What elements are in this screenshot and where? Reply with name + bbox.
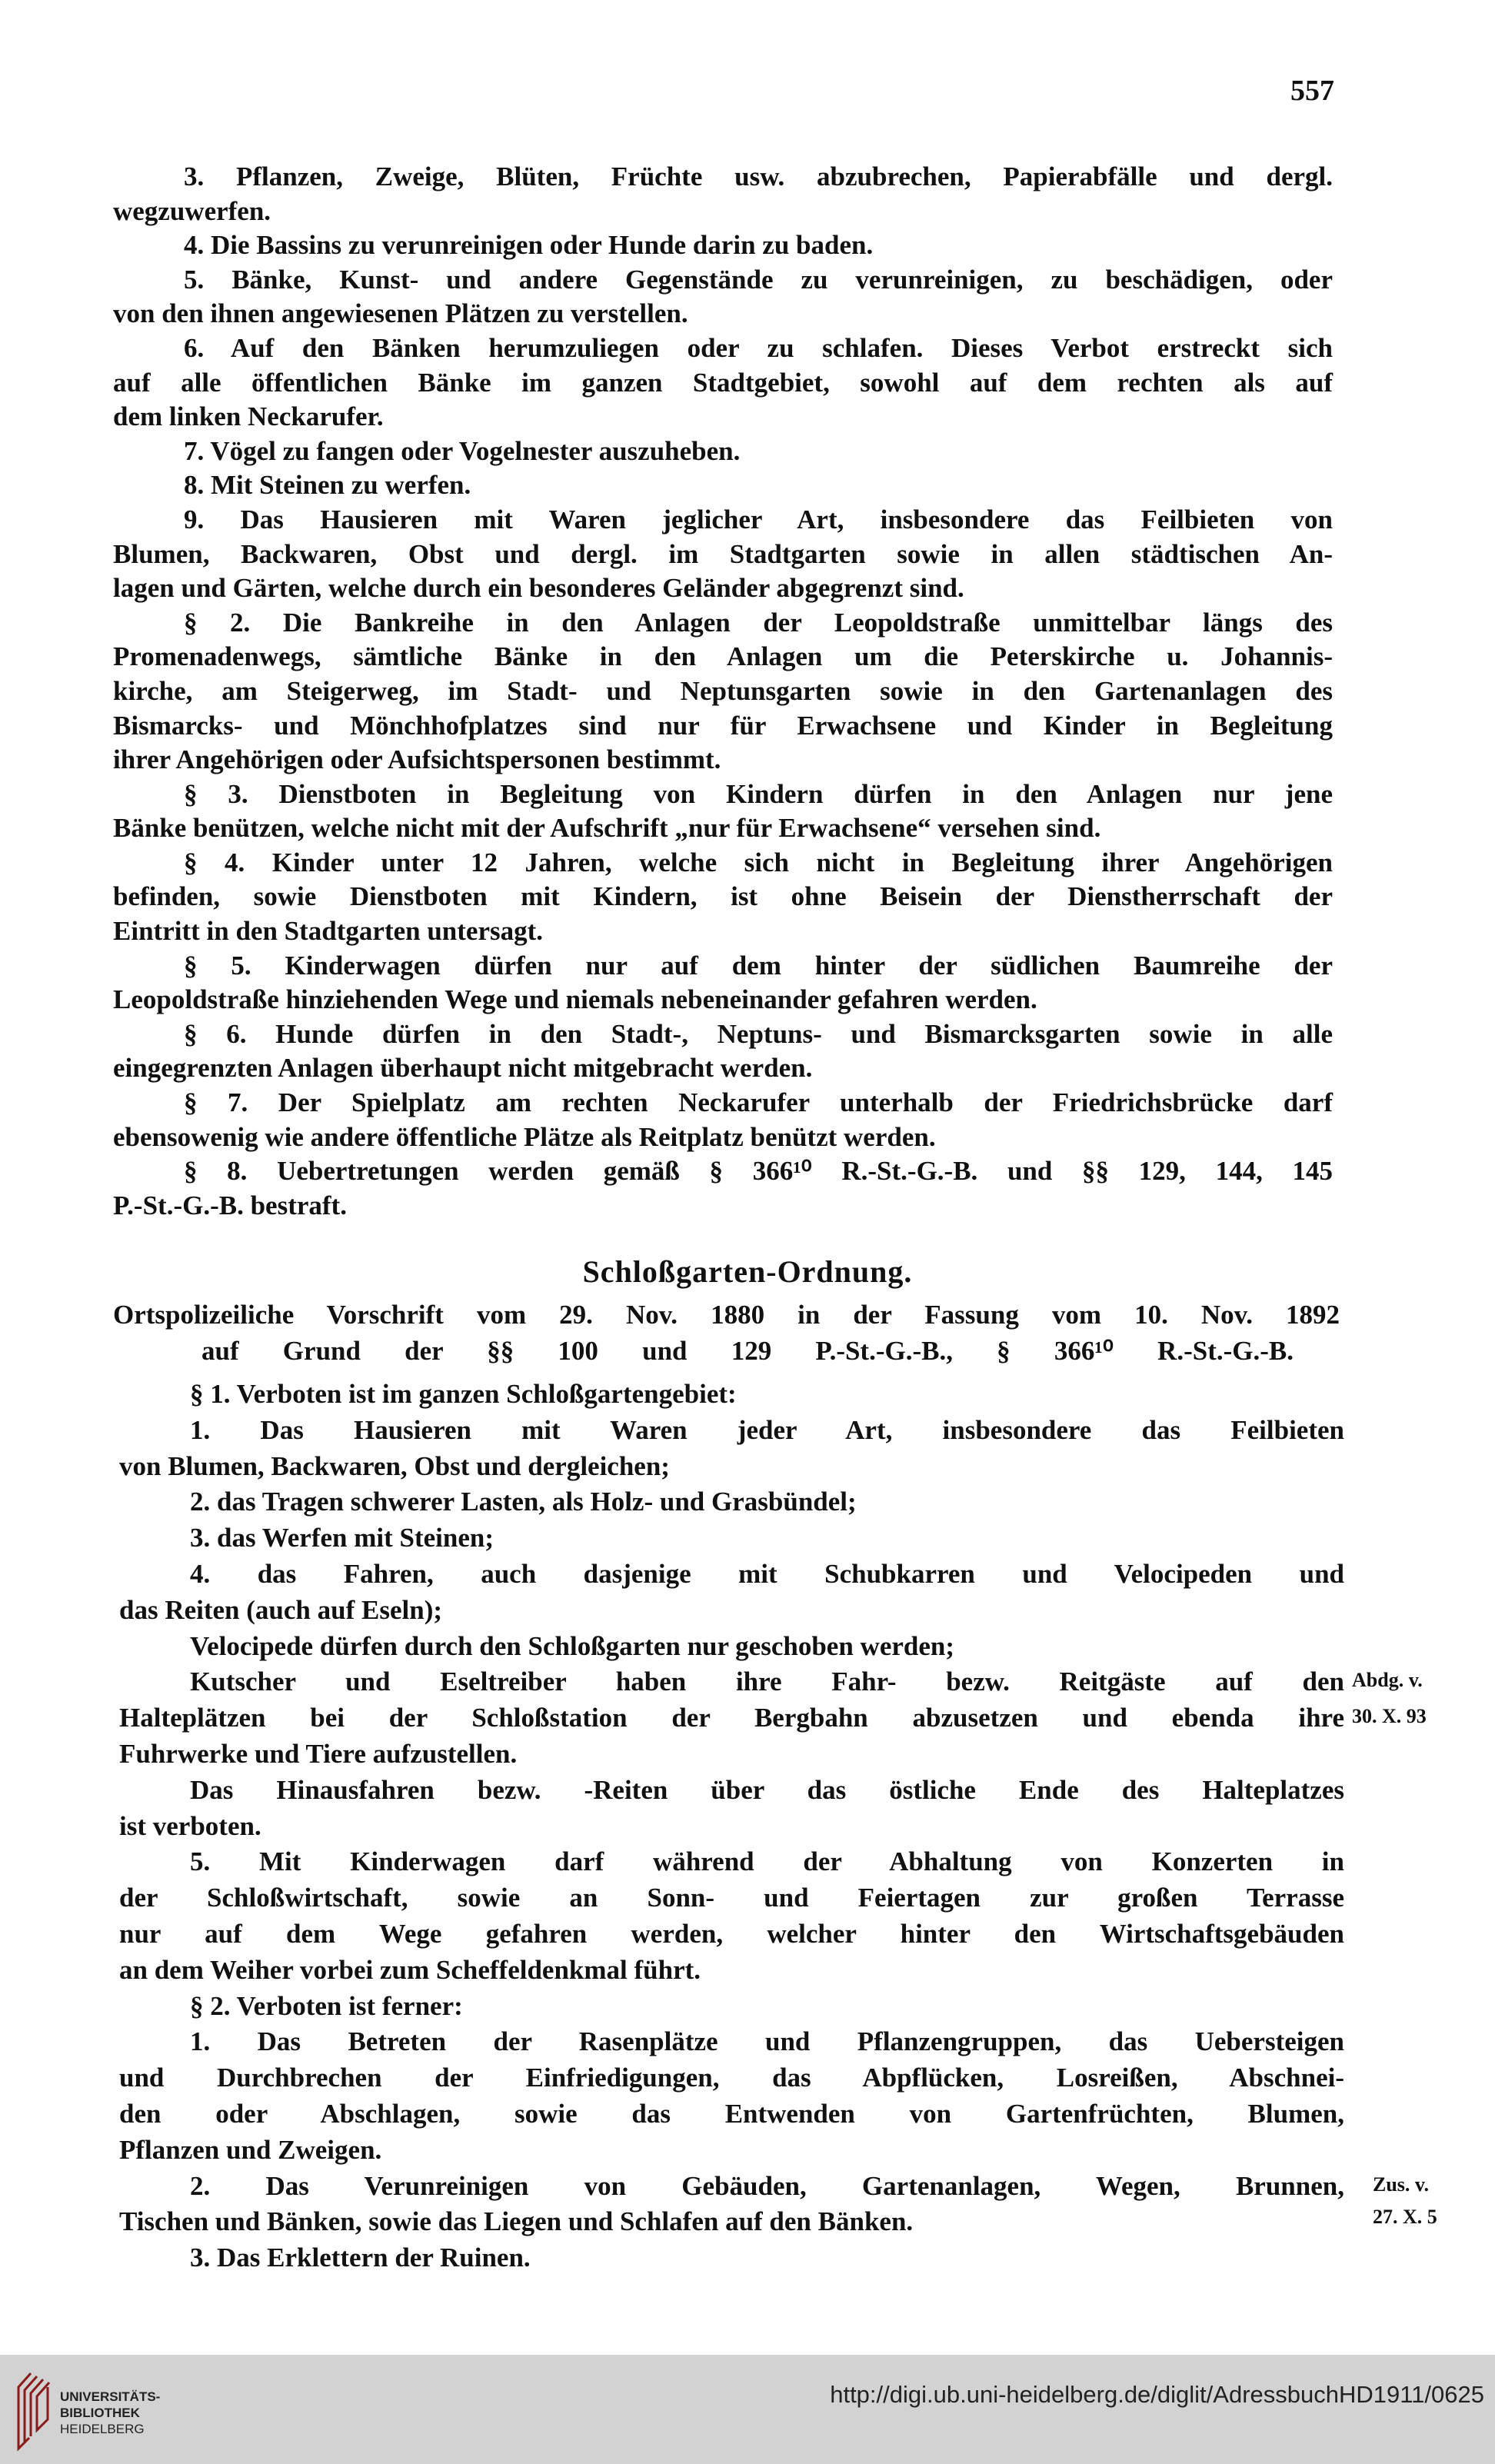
margin-note: Abdg. v. xyxy=(1352,1669,1423,1691)
schlossgarten-regulations-section xyxy=(119,1377,1344,2276)
text-line: und Durchbrechen der Einfriedigungen, das Abpflücken, Losreißen, Abschnei- xyxy=(119,2063,1344,2093)
text-line: Pflanzen und Zweigen. xyxy=(119,2134,382,2165)
text-line: 2. Das Verunreinigen von Gebäuden, Gartenanlagen, Wegen, Brunnen, xyxy=(190,2170,1344,2201)
text-line: nur auf dem Wege gefahren werden, welcher hinter den Wirtschaftsgebäuden xyxy=(119,1918,1344,1949)
footer-bar xyxy=(0,2355,1495,2464)
text-line: der Schloßwirtschaft, sowie an Sonn- und Feiertagen zur großen Terrasse xyxy=(119,1883,1344,1913)
text-line: 3. das Werfen mit Steinen; xyxy=(190,1523,494,1553)
text-line: 3. Das Erklettern der Ruinen. xyxy=(190,2243,531,2273)
text-line: Das Hinausfahren bezw. -Reiten über das östliche Ende des Halteplatzes xyxy=(190,1774,1344,1805)
text-line: 4. Die Bassins zu verunreinigen oder Hunde darin zu baden. xyxy=(184,230,874,261)
text-line: Bänke benützen, welche nicht mit der Aufschrift „nur für Erwachsene“ versehen sind. xyxy=(113,813,1101,844)
library-name-line: BIBLIOTHEK xyxy=(60,2406,140,2420)
text-line: Halteplätzen bei der Schloßstation der Bergbahn abzusetzen und ebenda ihre xyxy=(119,1703,1344,1733)
text-line: den oder Abschlagen, sowie das Entwenden von Gartenfrüchten, Blumen, xyxy=(119,2098,1344,2129)
text-line: lagen und Gärten, welche durch ein besonderes Geländer abgegrenzt sind. xyxy=(113,573,964,604)
text-line: 1. Das Hausieren mit Waren jeder Art, insbesondere das Feilbieten xyxy=(190,1414,1344,1445)
library-logo-icon xyxy=(14,2372,57,2456)
margin-note: Zus. v. xyxy=(1373,2173,1429,2196)
text-line: 3. Pflanzen, Zweige, Blüten, Früchte usw. abzubrechen, Papierabfälle und dergl. xyxy=(184,161,1333,191)
text-line: ihrer Angehörigen oder Aufsichtspersonen bestimmt. xyxy=(113,744,721,775)
text-line: Blumen, Backwaren, Obst und dergl. im Stadtgarten sowie in allen städtischen An- xyxy=(113,538,1333,569)
regulation-subtitle-line-1: Ortspolizeiliche Vorschrift vom 29. Nov. 1880 in der Fassung vom 10. Nov. 1892 xyxy=(113,1300,1340,1330)
text-line: wegzuwerfen. xyxy=(113,195,271,226)
text-line: § 5. Kinderwagen dürfen nur auf dem hinter der südlichen Baumreihe der xyxy=(184,950,1333,981)
text-line: § 7. Der Spielplatz am rechten Neckarufer unterhalb der Friedrichsbrücke darf xyxy=(184,1087,1333,1118)
text-line: ebensowenig wie andere öffentliche Plätze als Reitplatz benützt werden. xyxy=(113,1121,936,1152)
text-line: 4. das Fahren, auch dasjenige mit Schubkarren und Velocipeden und xyxy=(190,1558,1344,1589)
text-line: 2. das Tragen schwerer Lasten, als Holz- und Grasbündel; xyxy=(190,1487,857,1517)
text-line: 7. Vögel zu fangen oder Vogelnester auszuheben. xyxy=(184,435,741,466)
text-line: 8. Mit Steinen zu werfen. xyxy=(184,470,471,501)
text-line: kirche, am Steigerweg, im Stadt- und Neptunsgarten sowie in den Gartenanlagen des xyxy=(113,675,1333,706)
text-line: § 3. Dienstboten in Begleitung von Kindern dürfen in den Anlagen nur jene xyxy=(184,778,1333,809)
section-heading: Schloßgarten-Ordnung. xyxy=(582,1254,913,1289)
page-number: 557 xyxy=(1290,75,1334,107)
text-line: § 4. Kinder unter 12 Jahren, welche sich nicht in Begleitung ihrer Angehörigen xyxy=(184,847,1333,877)
library-name-line: HEIDELBERG xyxy=(60,2422,145,2436)
text-line: das Reiten (auch auf Eseln); xyxy=(119,1594,443,1625)
text-line: von den ihnen angewiesenen Plätzen zu verstellen. xyxy=(113,298,688,329)
text-line: auf alle öffentlichen Bänke im ganzen Stadtgebiet, sowohl auf dem rechten als auf xyxy=(113,367,1333,398)
park-regulations-section xyxy=(113,160,1333,1223)
text-line: Kutscher und Eseltreiber haben ihre Fahr- bezw. Reitgäste auf den xyxy=(190,1667,1344,1697)
text-line: von Blumen, Backwaren, Obst und dergleichen; xyxy=(119,1450,670,1481)
text-line: Fuhrwerke und Tiere aufzustellen. xyxy=(119,1738,518,1769)
text-line: § 1. Verboten ist im ganzen Schloßgartengebiet: xyxy=(190,1379,737,1409)
text-line: eingegrenzten Anlagen überhaupt nicht mitgebracht werden. xyxy=(113,1053,813,1084)
text-line: Bismarcks- und Mönchhofplatzes sind nur für Erwachsene und Kinder in Begleitung xyxy=(113,710,1333,741)
text-line: dem linken Neckarufer. xyxy=(113,401,384,432)
text-line: 6. Auf den Bänken herumzuliegen oder zu schlafen. Dieses Verbot erstreckt sich xyxy=(184,332,1333,363)
text-line: 1. Das Betreten der Rasenplätze und Pflanzengruppen, das Uebersteigen xyxy=(190,2026,1344,2057)
text-line: 9. Das Hausieren mit Waren jeglicher Art, insbesondere das Feilbieten von xyxy=(184,504,1333,534)
margin-note: 30. X. 93 xyxy=(1352,1705,1427,1727)
margin-note: 27. X. 5 xyxy=(1373,2206,1437,2228)
text-line: § 2. Verboten ist ferner: xyxy=(190,1990,463,2021)
text-line: § 2. Die Bankreihe in den Anlagen der Leopoldstraße unmittelbar längs des xyxy=(184,607,1333,638)
text-line: P.-St.-G.-B. bestraft. xyxy=(113,1190,347,1220)
text-line: 5. Bänke, Kunst- und andere Gegenstände zu verunreinigen, zu beschädigen, oder xyxy=(184,264,1333,295)
text-line: Promenadenwegs, sämtliche Bänke in den Anlagen um die Peterskirche u. Johannis- xyxy=(113,641,1333,672)
text-line: an dem Weiher vorbei zum Scheffeldenkmal führt. xyxy=(119,1954,701,1985)
text-line: ist verboten. xyxy=(119,1810,261,1841)
text-line: Velocipede dürfen durch den Schloßgarten nur geschoben werden; xyxy=(190,1630,955,1661)
text-line: befinden, sowie Dienstboten mit Kindern, ist ohne Beisein der Dienstherrschaft der xyxy=(113,881,1333,912)
text-line: § 8. Uebertretungen werden gemäß § 366¹⁰ R.-St.-G.-B. und §§ 129, 144, 145 xyxy=(184,1156,1333,1187)
library-name-line: UNIVERSITÄTS- xyxy=(60,2389,161,2404)
text-line: 5. Mit Kinderwagen darf während der Abhaltung von Konzerten in xyxy=(190,1846,1344,1877)
permalink-url[interactable]: http://digi.ub.uni-heidelberg.de/diglit/AdressbuchHD1911/0625 xyxy=(830,2381,1484,2408)
text-line: Tischen und Bänken, sowie das Liegen und Schlafen auf den Bänken. xyxy=(119,2206,914,2237)
regulation-subtitle-line-2: auf Grund der §§ 100 und 129 P.-St.-G.-B., § 366¹⁰ R.-St.-G.-B. xyxy=(201,1336,1294,1366)
text-line: Leopoldstraße hinziehenden Wege und niemals nebeneinander gefahren werden. xyxy=(113,984,1037,1015)
library-name xyxy=(60,2389,160,2437)
text-line: Eintritt in den Stadtgarten untersagt. xyxy=(113,916,544,947)
text-line: § 6. Hunde dürfen in den Stadt-, Neptuns- und Bismarcksgarten sowie in alle xyxy=(184,1018,1333,1049)
